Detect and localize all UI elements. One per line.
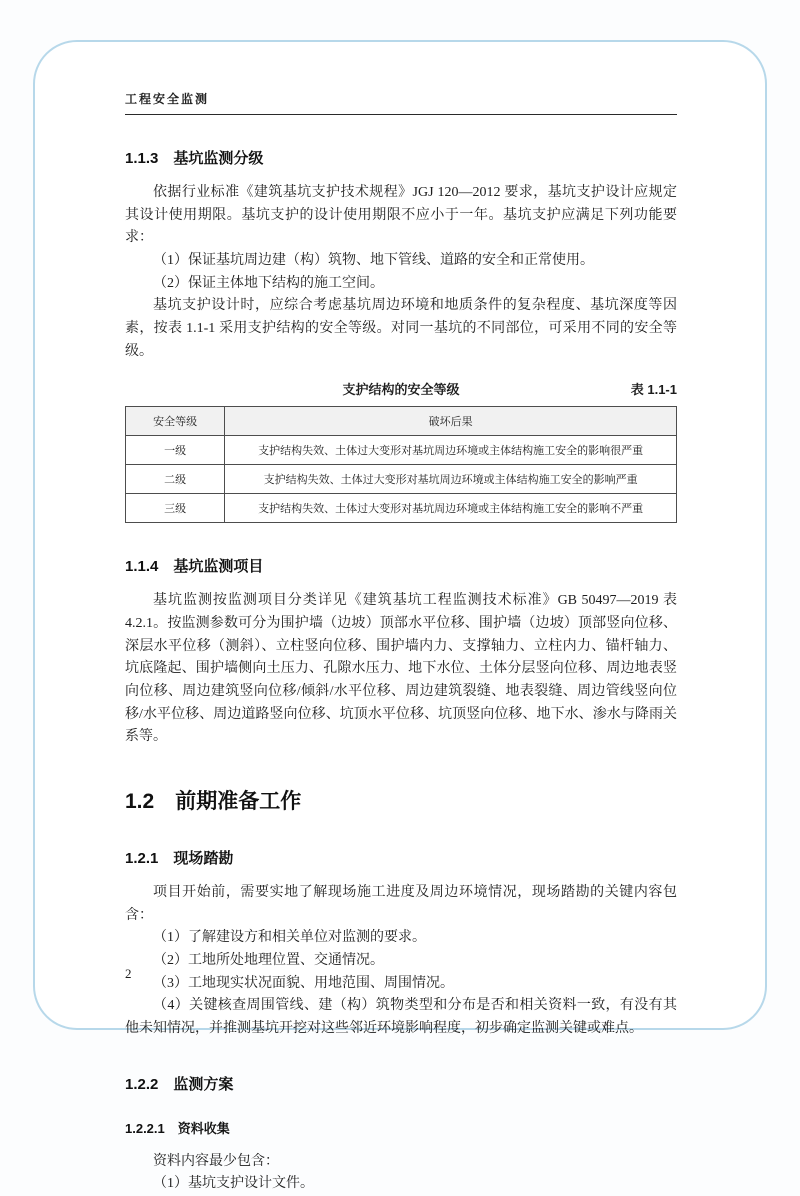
list-item: （2）工地所处地理位置、交通情况。 — [153, 953, 384, 969]
table-row — [126, 436, 677, 465]
list-item: （3）工地现实状况面貌、用地范围、周围情况。 — [153, 975, 454, 991]
heading-1-2: 1.2 前期准备工作 — [125, 790, 302, 814]
heading-1-2-2-1: 1.2.2.1 资料收集 — [125, 1120, 230, 1136]
table-row — [126, 465, 677, 494]
table-title: 支护结构的安全等级 — [342, 382, 460, 398]
column-header-consequence: 破坏后果 — [225, 407, 677, 436]
heading-1-1-3: 1.1.3 基坑监测分级 — [125, 150, 264, 167]
list-item: （1）基坑支护设计文件。 — [153, 1176, 314, 1192]
page-content — [125, 90, 677, 1196]
heading-1-2-1: 1.2.1 现场踏勘 — [125, 850, 234, 868]
paragraph: 基坑监测按监测项目分类详见《建筑基坑工程监测技术标准》GB 50497—2019 表 4.2.1。按监测参数可分为围护墙（边坡）顶部水平位移、围护墙（边坡）顶部竖向位移、深层水平位移（测斜）、立柱竖向位移、围护墙内力、支撑轴力、立柱内力、锚杆轴力、坑底隆起、围护墙侧向土压力、孔隙水压力、地下水位、土体分层竖向位移、周边地表竖向位移、周边建筑竖向位移/倾斜/水平位移、周边建筑裂缝、地表裂缝、周边管线竖向位移/水平位移、周边道路竖向位移、坑顶水平位移、坑顶竖向位移、地下水、渗水与降雨关系等。 — [125, 593, 677, 745]
heading-1-1-4: 1.1.4 基坑监测项目 — [125, 558, 264, 576]
cell-consequence: 支护结构失效、土体过大变形对基坑周边环境或主体结构施工安全的影响很严重 — [225, 436, 677, 465]
cell-consequence: 支护结构失效、土体过大变形对基坑周边环境或主体结构施工安全的影响严重 — [225, 465, 677, 494]
cell-consequence: 支护结构失效、土体过大变形对基坑周边环境或主体结构施工安全的影响不严重 — [225, 494, 677, 523]
running-header: 工程安全监测 — [125, 90, 677, 115]
paragraph: 依据行业标准《建筑基坑支护技术规程》JGJ 120—2012 要求，基坑支护设计应规定其设计使用期限。基坑支护的设计使用期限不应小于一年。基坑支护应满足下列功能要求： — [125, 185, 677, 246]
list-item: （1）了解建设方和相关单位对监测的要求。 — [153, 930, 426, 946]
list-item: （1）保证基坑周边建（构）筑物、地下管线、道路的安全和正常使用。 — [153, 253, 594, 269]
paragraph: 资料内容最少包含： — [153, 1153, 279, 1169]
table-caption — [125, 379, 677, 398]
table-header-row — [126, 407, 677, 436]
table-label: 表 1.1-1 — [630, 382, 677, 398]
heading-1-2-2: 1.2.2 监测方案 — [125, 1075, 234, 1093]
cell-level: 一级 — [126, 436, 225, 465]
list-item: （4）关键核查周围管线、建（构）筑物类型和分布是否和相关资料一致，有没有其他未知情况，并推测基坑开挖对这些邻近环境影响程度，初步确定监测关键或难点。 — [125, 998, 677, 1037]
column-header-level: 安全等级 — [126, 407, 225, 436]
paragraph: 项目开始前，需要实地了解现场施工进度及周边环境情况，现场踏勘的关键内容包含： — [125, 885, 677, 923]
safety-level-table — [125, 406, 677, 523]
list-item: （2）保证主体地下结构的施工空间。 — [153, 275, 384, 291]
paragraph: 基坑支护设计时，应综合考虑基坑周边环境和地质条件的复杂程度、基坑深度等因素，按表 1.1-1 采用支护结构的安全等级。对同一基坑的不同部位，可采用不同的安全等级。 — [125, 298, 677, 359]
cell-level: 三级 — [126, 494, 225, 523]
table-row — [126, 494, 677, 523]
page-number: 2 — [125, 966, 132, 981]
cell-level: 二级 — [126, 465, 225, 494]
